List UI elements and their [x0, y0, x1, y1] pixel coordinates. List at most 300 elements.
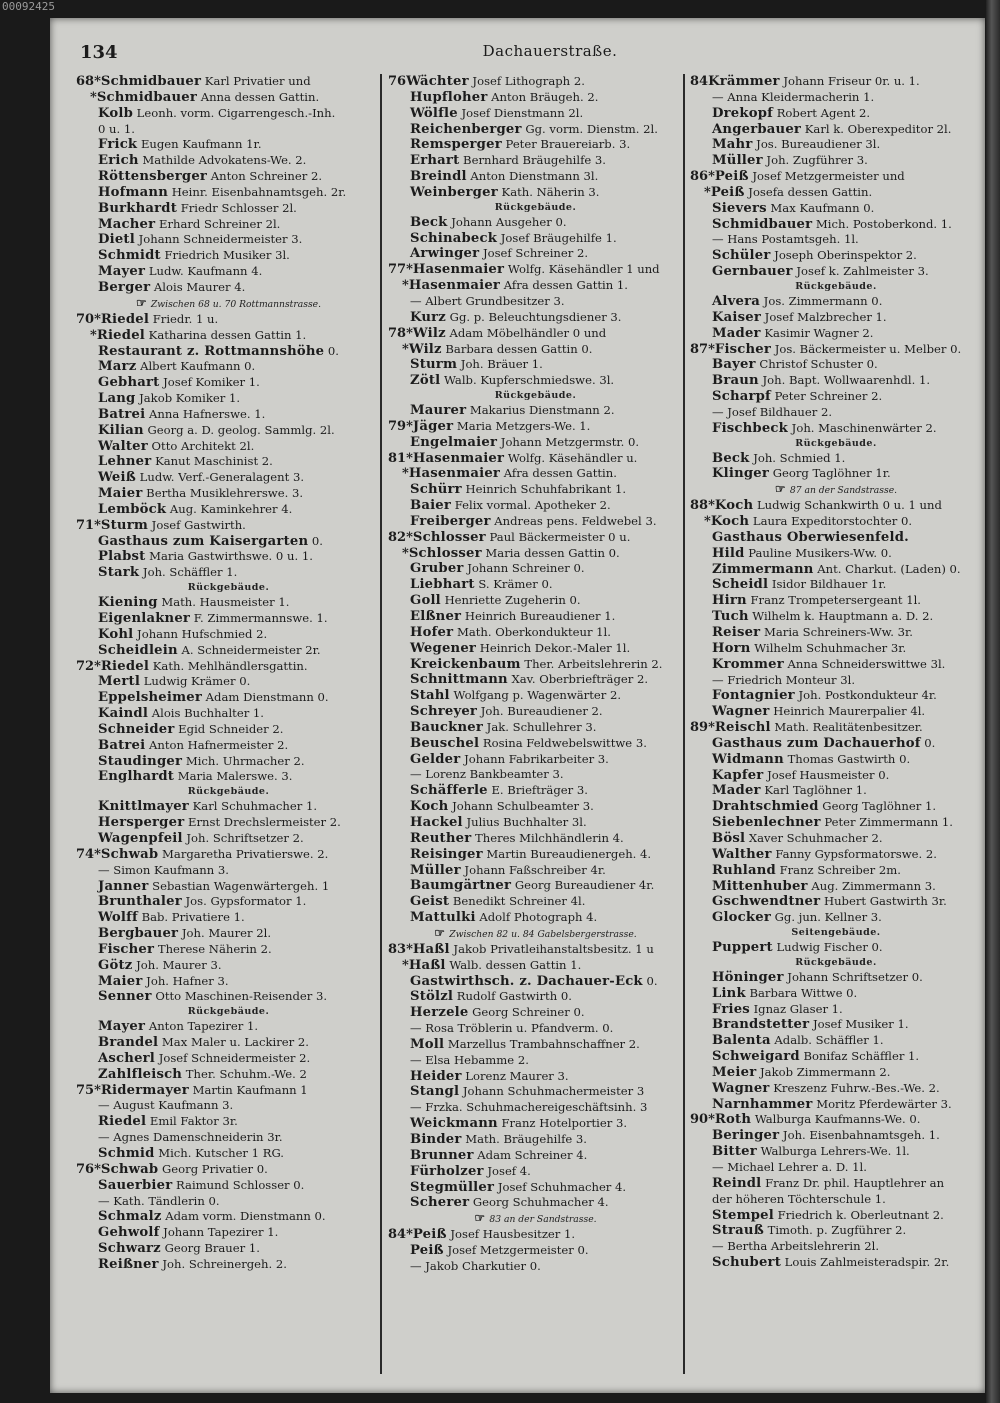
directory-entry — [388, 419, 683, 435]
resident-name: Schürr — [410, 482, 462, 498]
directory-entry — [690, 201, 982, 217]
resident-details: 0 u. 1. — [98, 121, 135, 136]
resident-name: Schubert — [712, 1255, 781, 1271]
directory-entry — [690, 577, 982, 593]
directory-entry — [76, 1146, 381, 1162]
resident-details: Kasimir Wagner 2. — [760, 325, 874, 340]
resident-details: Johann Metzgermstr. 0. — [497, 434, 640, 449]
house-number: 75* — [76, 1082, 101, 1098]
resident-details: Kanut Maschinist 2. — [151, 454, 273, 469]
resident-name: Schwarz — [98, 1241, 161, 1257]
directory-entry — [76, 439, 381, 455]
resident-details: Georg Schuhmacher 4. — [469, 1195, 609, 1210]
resident-name: Mertl — [98, 674, 141, 690]
cross-street-note — [388, 1211, 683, 1227]
directory-entry — [388, 373, 683, 389]
directory-entry — [388, 262, 683, 278]
directory-entry — [388, 863, 683, 879]
resident-details: Henriette Zugeherin 0. — [440, 593, 581, 608]
note-text: Zwischen 82 u. 84 Gabelsbergerstrasse. — [449, 928, 637, 940]
resident-name: Widmann — [712, 751, 784, 767]
directory-entry — [76, 1257, 381, 1273]
directory-entry — [76, 423, 381, 439]
directory-entry — [690, 768, 982, 784]
resident-details: Wilhelm k. Hauptmann a. D. 2. — [748, 609, 934, 624]
resident-name: Burkhardt — [98, 200, 178, 216]
resident-name: Baier — [410, 498, 452, 514]
resident-details: Mich. Uhrmacher 2. — [182, 753, 305, 768]
directory-entry — [76, 1194, 381, 1210]
note-text: Zwischen 68 u. 70 Rottmannstrasse. — [150, 298, 322, 310]
resident-name: Schreyer — [410, 704, 478, 720]
resident-details: Adam Möbelhändler 0 und — [445, 325, 607, 340]
resident-details: Raimund Schlosser 0. — [172, 1177, 305, 1192]
resident-details: Joh. Eisenbahnamtsgeh. 1. — [779, 1128, 940, 1143]
resident-details: Alois Maurer 4. — [150, 279, 246, 294]
resident-details: Anton Hafnermeister 2. — [145, 737, 289, 752]
directory-entry — [690, 185, 982, 201]
resident-details: Isidor Bildhauer 1r. — [768, 577, 887, 592]
resident-name: Sturm — [410, 357, 458, 373]
resident-details: — Jakob Charkutier 0. — [410, 1258, 541, 1273]
directory-entry — [76, 754, 381, 770]
resident-name: Wagenpfeil — [98, 830, 183, 846]
resident-details: Georg Bureaudiener 4r. — [511, 878, 655, 893]
resident-name: Haßl — [408, 957, 446, 973]
page-number: 134 — [80, 42, 118, 63]
resident-name: Goll — [410, 593, 441, 609]
directory-entry — [388, 958, 683, 974]
resident-details: 0. — [308, 533, 323, 548]
resident-name: Plabst — [98, 549, 146, 565]
directory-entry — [76, 643, 381, 659]
directory-entry — [76, 217, 381, 233]
resident-details: Louis Zahlmeisteradspir. 2r. — [780, 1255, 950, 1270]
resident-name: Fischbeck — [712, 420, 788, 436]
resident-name: Horn — [712, 640, 751, 656]
resident-name: Beuschel — [410, 735, 480, 751]
resident-details: Martin Bureaudienergeh. 4. — [482, 846, 652, 861]
resident-name: Schäfferle — [410, 783, 488, 799]
resident-details: Joh. Bapt. Wollwaarenhdl. 1. — [758, 373, 931, 388]
resident-details: Xav. Oberbriefträger 2. — [507, 672, 649, 687]
resident-name: Hasenmaier — [408, 278, 501, 294]
resident-name: Reisinger — [410, 846, 483, 862]
resident-details: Otto Maschinen-Reisender 3. — [151, 989, 328, 1004]
resident-details: Joseph Oberinspektor 2. — [770, 248, 917, 263]
section-heading: Rückgebäude. — [795, 956, 877, 968]
resident-details: Maria dessen Gattin 0. — [481, 545, 620, 560]
directory-entry — [690, 1255, 982, 1271]
resident-details: Josef Schreiner 2. — [479, 246, 589, 261]
directory-entry — [76, 722, 381, 738]
resident-details: Adalb. Schäffler 1. — [770, 1033, 884, 1048]
directory-entry — [388, 1132, 683, 1148]
resident-name: Reischl — [714, 720, 771, 736]
resident-details: Ludwig Schankwirth 0 u. 1 und — [753, 498, 942, 513]
resident-name: Schnittmann — [410, 672, 508, 688]
resident-details: 0. — [324, 343, 339, 358]
resident-details: Ignaz Glaser 1. — [749, 1001, 843, 1016]
house-number: 88* — [690, 498, 715, 514]
house-number: * — [704, 184, 711, 200]
resident-name: Lehner — [98, 454, 152, 470]
resident-name: Beringer — [712, 1128, 780, 1144]
directory-entry — [388, 641, 683, 657]
resident-name: Dietl — [98, 232, 135, 248]
resident-name: Höninger — [712, 969, 784, 985]
resident-details: Franz Dr. phil. Hauptlehrer an — [761, 1175, 945, 1190]
resident-name: Riedel — [100, 311, 150, 327]
directory-entry — [388, 1148, 683, 1164]
directory-entry — [388, 1164, 683, 1180]
resident-name: Beck — [712, 450, 750, 466]
resident-details: Thomas Gastwirth 0. — [783, 751, 911, 766]
resident-details: Anton Dienstmann 3l. — [466, 169, 599, 184]
resident-details: Rosina Feldwebelswittwe 3. — [479, 735, 647, 750]
directory-entry — [690, 593, 982, 609]
resident-details: Johann Fabrikarbeiter 3. — [460, 751, 609, 766]
directory-entry — [76, 106, 381, 122]
resident-details: S. Krämer 0. — [474, 577, 553, 592]
section-heading: Rückgebäude. — [187, 582, 270, 594]
directory-entry — [76, 486, 381, 502]
house-number: 76 — [388, 74, 407, 89]
resident-details: Johann Schneidermeister 3. — [134, 232, 303, 247]
directory-entry — [388, 942, 683, 958]
house-number: 87* — [690, 341, 715, 357]
resident-name: Gehwolf — [98, 1225, 160, 1241]
resident-name: Gelder — [410, 751, 461, 767]
house-number: 70* — [76, 311, 101, 327]
directory-entry — [76, 1051, 381, 1067]
cross-street-note — [76, 296, 381, 312]
directory-entry — [690, 657, 982, 673]
resident-name: Walter — [98, 438, 148, 454]
directory-entry — [76, 248, 381, 264]
resident-details: Egid Schneider 2. — [174, 721, 284, 736]
resident-details: Jakob Komiker 1. — [135, 391, 241, 406]
resident-details: Theres Milchhändlerin 4. — [471, 830, 624, 845]
directory-entry — [388, 847, 683, 863]
resident-name: Elßner — [410, 609, 462, 624]
resident-details: Joh. Maschinenwärter 2. — [788, 420, 937, 435]
directory-entry — [388, 435, 683, 451]
directory-entry — [690, 847, 982, 863]
directory-entry — [388, 1180, 683, 1196]
directory-entry — [76, 674, 381, 690]
directory-entry — [76, 534, 381, 550]
directory-entry — [388, 1227, 683, 1243]
directory-entry — [76, 690, 381, 706]
scan-id: 00092425 — [2, 0, 55, 13]
section-heading: Seitengebäude. — [791, 927, 881, 939]
column-2 — [388, 74, 683, 1393]
house-number: * — [402, 957, 409, 973]
resident-name: Koch — [410, 799, 449, 815]
resident-details: Georg Privatier 0. — [158, 1161, 268, 1176]
directory-entry — [388, 799, 683, 815]
directory-entry — [388, 894, 683, 910]
resident-name: Schmidbauer — [712, 216, 813, 232]
directory-entry — [76, 454, 381, 470]
resident-name: Ascherl — [98, 1050, 156, 1066]
resident-name: Zötl — [410, 373, 441, 389]
resident-name: Gastwirthsch. z. Dachauer-Eck — [410, 973, 643, 989]
resident-details: Georg Taglöhner 1r. — [769, 466, 891, 481]
house-number: 77* — [388, 262, 413, 278]
resident-details: Max Kaufmann 0. — [766, 200, 875, 215]
resident-name: Mader — [712, 783, 761, 799]
resident-details: Joh. Schreinergeh. 2. — [158, 1256, 287, 1271]
cross-street-note — [690, 482, 982, 498]
directory-entry — [388, 1053, 683, 1069]
resident-name: Kiening — [98, 595, 158, 611]
resident-details: Emil Faktor 3r. — [146, 1114, 238, 1129]
resident-name: Weickmann — [410, 1116, 498, 1132]
directory-entry — [388, 185, 683, 201]
resident-details: — Elsa Hebamme 2. — [410, 1052, 529, 1067]
directory-entry — [690, 466, 982, 482]
resident-details: — Michael Lehrer a. D. 1l. — [712, 1160, 867, 1174]
resident-details: Mathilde Advokatens-We. 2. — [138, 153, 307, 168]
resident-details: Anna dessen Gattin. — [197, 89, 320, 104]
resident-name: Wilz — [408, 341, 442, 357]
resident-details: Marzellus Trambahnschaffner 2. — [444, 1036, 640, 1051]
directory-entry — [388, 831, 683, 847]
resident-details: Math. Hausmeister 1. — [157, 595, 290, 610]
resident-details: Math. Realitätenbesitzer. — [770, 720, 923, 735]
resident-name: Riedel — [96, 327, 145, 343]
resident-details: Math. Bräugehilfe 3. — [461, 1132, 587, 1146]
directory-entry — [76, 565, 381, 581]
resident-details: Josef Musiker 1. — [809, 1017, 909, 1032]
resident-details: Adam vorm. Dienstmann 0. — [161, 1209, 326, 1224]
resident-details: Anna Schneiderswittwe 3l. — [783, 656, 946, 671]
resident-name: Röttensberger — [98, 169, 208, 185]
resident-details: Jos. Bureaudiener 3l. — [752, 137, 881, 152]
directory-entry — [690, 1049, 982, 1065]
resident-name: Mayer — [98, 264, 146, 280]
directory-entry — [76, 407, 381, 423]
resident-details: Margaretha Privatierswe. 2. — [158, 846, 329, 861]
directory-entry — [388, 1100, 683, 1116]
resident-name: Schmidbauer — [100, 74, 202, 89]
resident-name: Batrei — [98, 737, 146, 753]
resident-name: Bayer — [712, 357, 756, 373]
pointing-hand-icon: ☞ — [474, 1211, 490, 1226]
resident-name: Sauerbier — [98, 1177, 173, 1193]
resident-name: Ridermayer — [100, 1082, 189, 1098]
directory-entry — [388, 1195, 683, 1211]
resident-details: Josef Gastwirth. — [148, 517, 246, 532]
directory-entry — [690, 704, 982, 720]
directory-entry — [690, 405, 982, 421]
resident-name: Reindl — [712, 1175, 762, 1191]
directory-entry — [690, 815, 982, 831]
resident-details: Josef Metzgermeister und — [748, 169, 905, 184]
directory-entry — [690, 673, 982, 689]
resident-details: Timoth. p. Zugführer 2. — [763, 1223, 907, 1238]
directory-entry — [388, 482, 683, 498]
resident-details: Josef k. Zahlmeister 3. — [792, 264, 929, 279]
resident-details: Eugen Kaufmann 1r. — [137, 137, 262, 152]
resident-details: Albert Kaufmann 0. — [136, 359, 256, 374]
directory-entry — [690, 106, 982, 122]
resident-name: Stempel — [712, 1207, 774, 1223]
directory-entry — [76, 280, 381, 296]
resident-name: Roth — [714, 1112, 752, 1128]
directory-entry — [388, 278, 683, 294]
resident-name: Glocker — [712, 910, 771, 926]
directory-entry — [388, 1069, 683, 1085]
resident-name: Beck — [410, 214, 448, 230]
resident-details: Josef Bräugehilfe 1. — [497, 230, 617, 245]
resident-details: Kreszenz Fuhrw.-Bes.-We. 2. — [769, 1080, 940, 1095]
directory-entry — [690, 1033, 982, 1049]
directory-entry — [76, 1019, 381, 1035]
resident-details: Anton Schreiner 2. — [207, 169, 323, 184]
resident-name: Hirn — [712, 593, 747, 609]
resident-details: Joh. Schäffler 1. — [139, 565, 238, 580]
directory-entry — [388, 561, 683, 577]
resident-details: Heinrich Bureaudiener 1. — [461, 609, 616, 623]
resident-details: Laura Expeditorstochter 0. — [749, 514, 913, 529]
directory-entry — [76, 942, 381, 958]
resident-name: Koch — [710, 514, 750, 530]
resident-details: Walburga Lehrers-We. 1l. — [756, 1144, 910, 1159]
directory-entry — [388, 466, 683, 482]
directory-entry — [388, 326, 683, 342]
resident-name: Hasenmaier — [412, 450, 505, 466]
column-rule — [683, 74, 685, 1374]
house-number: 83* — [388, 941, 413, 957]
house-number: 78* — [388, 325, 413, 341]
resident-name: Schmidbauer — [96, 89, 198, 105]
resident-details: — Rosa Tröblerin u. Pfandverm. 0. — [410, 1021, 614, 1036]
resident-name: Schinabeck — [410, 230, 498, 246]
resident-details: Friedrich Musiker 3l. — [160, 248, 290, 263]
resident-name: Wölfle — [410, 105, 458, 121]
directory-entry — [690, 1128, 982, 1144]
resident-details: Karl Taglöhner 1. — [760, 783, 867, 798]
resident-details: Kath. Näherin 3. — [497, 184, 600, 199]
resident-details: Georg Schreiner 0. — [468, 1005, 585, 1020]
directory-entry — [76, 359, 381, 375]
house-number: 89* — [690, 720, 715, 736]
directory-entry — [690, 326, 982, 342]
directory-entry — [690, 863, 982, 879]
resident-name: Stark — [98, 565, 140, 581]
section-heading: Rückgebäude. — [494, 201, 577, 213]
directory-entry — [388, 137, 683, 153]
directory-entry — [388, 215, 683, 231]
directory-entry — [690, 1160, 982, 1176]
resident-name: Scharpf — [712, 389, 771, 405]
running-head: Dachauerstraße. — [482, 42, 618, 60]
directory-entry — [690, 720, 982, 736]
resident-details: Wolfg. Käsehändler u. — [504, 450, 638, 465]
resident-details: Martin Kaufmann 1 — [188, 1082, 308, 1097]
resident-details: Anna Hafnerswe. 1. — [145, 406, 266, 421]
resident-details: Gg. jun. Kellner 3. — [770, 910, 882, 925]
resident-details: Heinrich Schuhfabrikant 1. — [461, 482, 627, 497]
resident-name: Schlosser — [408, 545, 482, 561]
resident-details: Walb. Kupferschmiedswe. 3l. — [440, 373, 615, 388]
resident-name: Erich — [98, 153, 139, 169]
directory-entry — [690, 1223, 982, 1239]
resident-details: Jos. Bäckermeister u. Melber 0. — [771, 341, 962, 356]
section-heading: Rückgebäude. — [795, 437, 877, 449]
resident-name: Kapfer — [712, 767, 764, 783]
resident-name: Hasenmaier — [412, 262, 505, 278]
resident-details: Bernhard Bräugehilfe 3. — [459, 153, 606, 168]
resident-details: Barbara dessen Gattin 0. — [441, 341, 593, 356]
resident-name: Haßl — [412, 941, 450, 957]
resident-details: Karl Schuhmacher 1. — [188, 799, 317, 814]
resident-name: Klinger — [712, 466, 770, 482]
house-number: 81* — [388, 450, 413, 466]
resident-name: Stangl — [410, 1084, 460, 1100]
directory-entry — [690, 451, 982, 467]
directory-entry — [690, 294, 982, 310]
directory-entry — [690, 1017, 982, 1033]
resident-details: — Agnes Damenschneiderin 3r. — [98, 1130, 283, 1145]
resident-details: Ludw. Verf.-Generalagent 3. — [135, 470, 305, 485]
note-text: 83 an der Sandstrasse. — [489, 1214, 597, 1226]
resident-name: Remsperger — [410, 137, 502, 153]
resident-name: Jäger — [412, 418, 454, 434]
directory-entry — [690, 122, 982, 138]
resident-name: Hild — [712, 545, 745, 561]
house-number: * — [90, 89, 97, 105]
resident-name: Drekopf — [712, 105, 774, 121]
resident-details: Mich. Kutscher 1 RG. — [154, 1146, 284, 1160]
resident-name: Bergbauer — [98, 926, 179, 942]
directory-entry — [690, 217, 982, 233]
resident-name: Freiberger — [410, 513, 491, 529]
directory-entry — [76, 1162, 381, 1178]
resident-details: Heinrich Dekor.-Maler 1l. — [476, 640, 631, 655]
resident-details: F. Zimmermannswe. 1. — [190, 611, 328, 625]
resident-name: Baumgärtner — [410, 878, 512, 894]
resident-details: Joh. Bureaudiener 2. — [477, 704, 603, 719]
house-number: * — [90, 327, 97, 343]
house-number: 82* — [388, 529, 413, 545]
resident-details: Josef Hausmeister 0. — [763, 767, 890, 782]
directory-entry — [388, 310, 683, 326]
resident-name: Moll — [410, 1036, 445, 1052]
directory-entry — [388, 577, 683, 593]
resident-details: Friedrich k. Oberleutnant 2. — [773, 1207, 944, 1222]
resident-details: Gg. p. Beleuchtungsdiener 3. — [446, 309, 622, 324]
resident-details: Wilhelm Schuhmacher 3r. — [750, 640, 907, 655]
resident-details: Friedr Schlosser 2l. — [177, 200, 297, 215]
resident-name: Peiß — [710, 184, 745, 200]
directory-entry — [388, 74, 683, 90]
resident-name: Fries — [712, 1001, 750, 1017]
directory-entry — [76, 153, 381, 169]
resident-name: Arwinger — [410, 246, 480, 262]
resident-details: Johann Hufschmied 2. — [133, 626, 268, 641]
resident-details: der höheren Töchterschule 1. — [712, 1191, 886, 1206]
resident-details: Johann Schreiner 0. — [463, 561, 585, 576]
directory-entry — [76, 375, 381, 391]
resident-name: Herzele — [410, 1005, 469, 1021]
resident-name: Schweigard — [712, 1049, 800, 1065]
directory-entry — [690, 783, 982, 799]
pointing-hand-icon: ☞ — [434, 925, 450, 940]
